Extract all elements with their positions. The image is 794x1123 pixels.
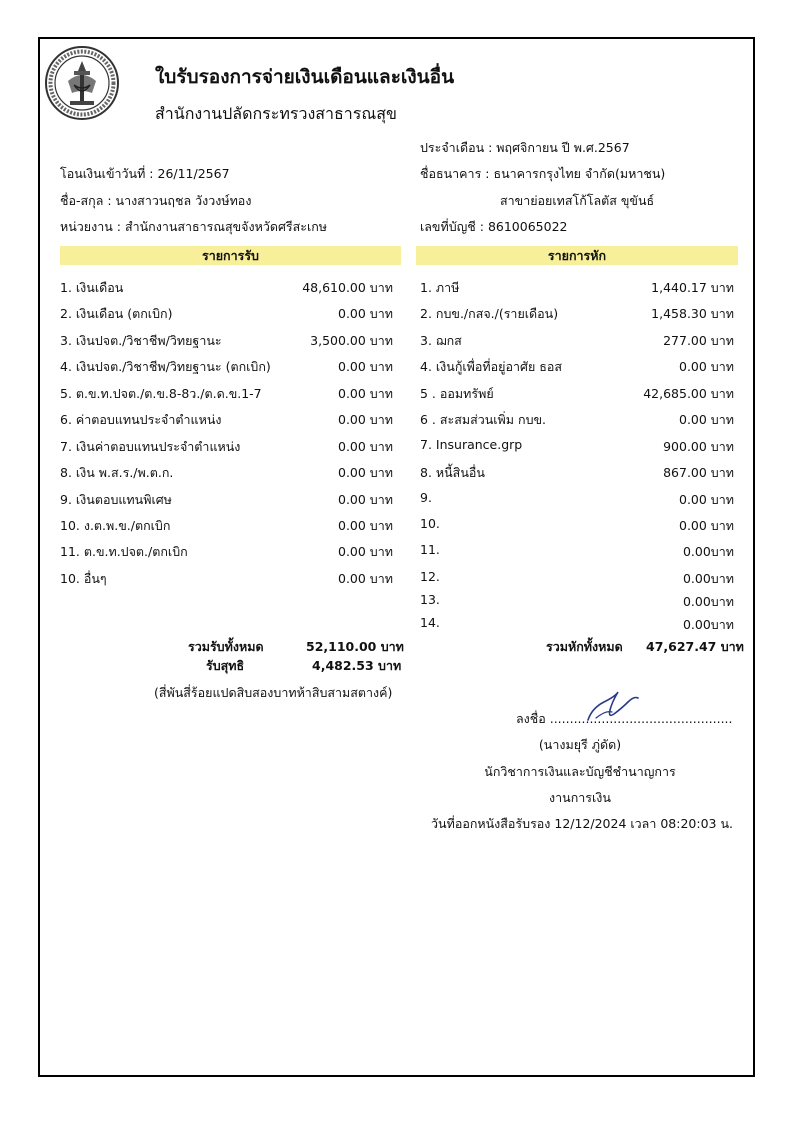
- income-total-label: รวมรับทั้งหมด: [188, 639, 264, 654]
- income-row: 3. เงินปจต./วิชาชีพ/วิทยฐานะ 3,500.00 บาท: [60, 333, 393, 348]
- signer-position: นักวิชาการเงินและบัญชีชำนาญการ: [484, 764, 676, 779]
- income-row: 6. ค่าตอบแทนประจำตำแหน่ง 0.00 บาท: [60, 412, 393, 427]
- income-row: 11. ต.ข.ท.ปจต./ตกเบิก 0.00 บาท: [60, 544, 393, 559]
- deduction-row: 8. หนี้สินอื่น 867.00 บาท: [420, 465, 734, 480]
- net-pay-label: รับสุทธิ: [206, 658, 245, 673]
- employee-name: ชื่อ-สกุล : นางสาวนฤชล วังวงษ์ทอง: [60, 193, 252, 208]
- document-title: ใบรับรองการจ่ายเงินเดือนและเงินอื่น: [155, 66, 455, 88]
- deduction-row: 7. Insurance.grp 900.00 บาท: [420, 437, 734, 454]
- deduction-row: 2. กบข./กสจ./(รายเดือน) 1,458.30 บาท: [420, 306, 734, 321]
- deduction-row: 6 . สะสมส่วนเพิ่ม กบข. 0.00 บาท: [420, 412, 734, 427]
- deduction-total-label: รวมหักทั้งหมด: [546, 639, 623, 654]
- account-number: เลขที่บัญชี : 8610065022: [420, 219, 568, 234]
- income-total-value: 52,110.00 บาท: [306, 639, 404, 654]
- deduction-row: 1. ภาษี 1,440.17 บาท: [420, 280, 734, 295]
- bank-branch: สาขาย่อยเทสโก้โลตัส ขุขันธ์: [500, 193, 655, 208]
- deduction-row: 3. ฌกส 277.00 บาท: [420, 333, 734, 348]
- transfer-date: โอนเงินเข้าวันที่ : 26/11/2567: [60, 166, 230, 181]
- deduction-row: 5 . ออมทรัพย์ 42,685.00 บาท: [420, 386, 734, 401]
- document-subtitle: สำนักงานปลัดกระทรวงสาธารณสุข: [155, 104, 397, 123]
- income-row: 10. ง.ต.พ.ข./ตกเบิก 0.00 บาท: [60, 518, 393, 533]
- net-pay-words: (สี่พันสี่ร้อยแปดสิบสองบาทห้าสิบสามสตางค์): [154, 685, 393, 700]
- income-row: 1. เงินเดือน 48,610.00 บาท: [60, 280, 393, 295]
- deduction-row: 10. 0.00 บาท: [420, 516, 734, 533]
- pay-month: ประจำเดือน : พฤศจิกายน ปี พ.ศ.2567: [420, 140, 630, 155]
- income-row: 4. เงินปจต./วิชาชีพ/วิทยฐานะ (ตกเบิก) 0.00 บาท: [60, 359, 393, 374]
- deductions-heading: รายการหัก: [416, 246, 738, 265]
- deduction-row: 13. 0.00บาท: [420, 592, 734, 609]
- income-row: 2. เงินเดือน (ตกเบิก) 0.00 บาท: [60, 306, 393, 321]
- income-row: 10. อื่นๆ 0.00 บาท: [60, 571, 393, 586]
- signature-line: ลงชื่อ ..............................................: [516, 711, 733, 726]
- deduction-row: 9. 0.00 บาท: [420, 490, 734, 507]
- ministry-seal-icon: [44, 45, 120, 121]
- issue-datetime: วันที่ออกหนังสือรับรอง 12/12/2024 เวลา 08:20:03 น.: [431, 816, 733, 831]
- income-row: 5. ต.ข.ท.ปจต./ต.ข.8-8ว./ต.ด.ข.1-7 0.00 บาท: [60, 386, 393, 401]
- deduction-row: 4. เงินกู้เพื่อที่อยู่อาศัย ธอส 0.00 บาท: [420, 359, 734, 374]
- income-row: 9. เงินตอบแทนพิเศษ 0.00 บาท: [60, 492, 393, 507]
- work-unit: หน่วยงาน : สำนักงานสาธารณสุขจังหวัดศรีสะเกษ: [60, 219, 328, 234]
- signer-department: งานการเงิน: [549, 790, 611, 805]
- net-pay-value: 4,482.53 บาท: [312, 658, 402, 673]
- income-row: 8. เงิน พ.ส.ร./พ.ต.ก. 0.00 บาท: [60, 465, 393, 480]
- bank-name: ชื่อธนาคาร : ธนาคารกรุงไทย จำกัด(มหาชน): [420, 166, 666, 181]
- deduction-row: 14. 0.00บาท: [420, 615, 734, 632]
- income-heading: รายการรับ: [60, 246, 401, 265]
- income-row: 7. เงินค่าตอบแทนประจำตำแหน่ง 0.00 บาท: [60, 439, 393, 454]
- deduction-row: 12. 0.00บาท: [420, 569, 734, 586]
- deduction-row: 11. 0.00บาท: [420, 542, 734, 559]
- signer-name: (นางมยุรี ภู่ดัด): [538, 737, 622, 752]
- deduction-total-value: 47,627.47 บาท: [646, 639, 744, 654]
